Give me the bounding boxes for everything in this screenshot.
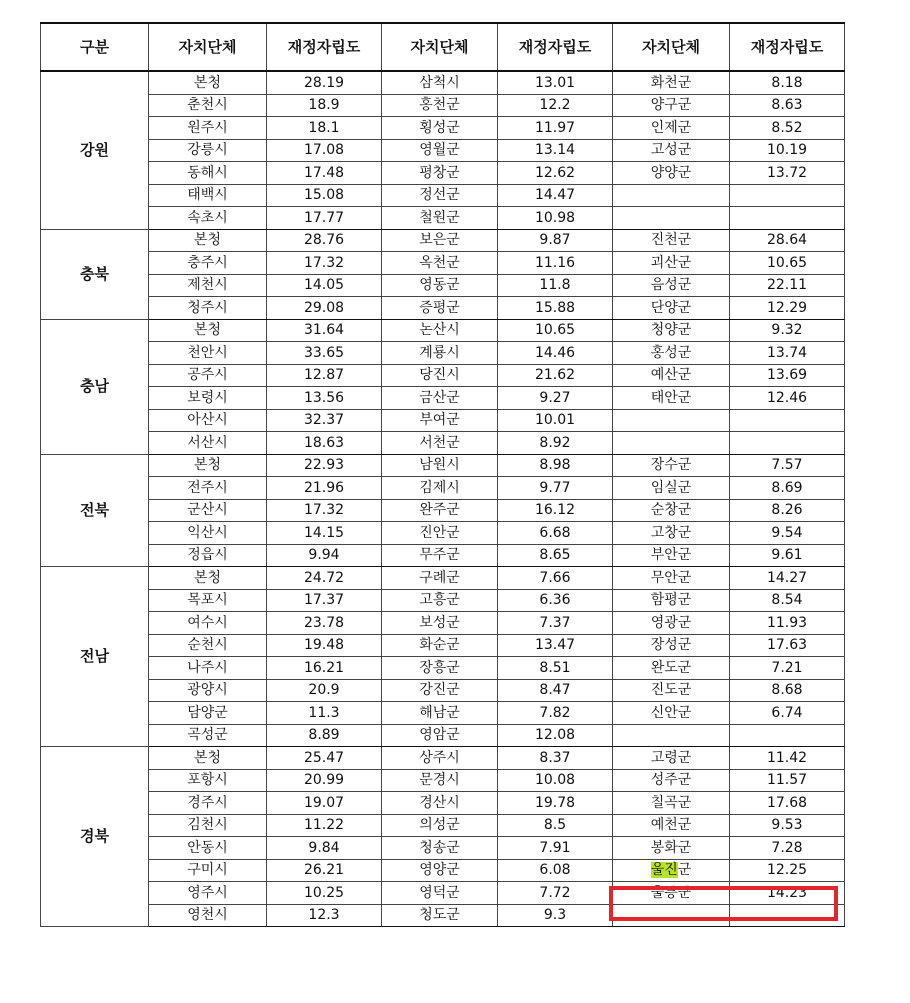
fiscal-ratio-cell: 8.68 (730, 679, 845, 702)
fiscal-ratio-cell: 8.98 (498, 454, 613, 477)
local-gov-cell: 포항시 (149, 769, 267, 792)
region-cell: 전북 (41, 454, 149, 567)
table-row (41, 657, 845, 680)
fiscal-ratio-cell: 16.21 (267, 657, 382, 680)
table-row (41, 634, 845, 657)
local-gov-cell: 보성군 (382, 612, 498, 635)
local-gov-cell (613, 724, 730, 747)
table-row (41, 522, 845, 545)
fiscal-ratio-cell: 8.52 (730, 117, 845, 140)
local-gov-cell: 단양군 (613, 297, 730, 320)
local-gov-cell: 정읍시 (149, 544, 267, 567)
table-row (41, 904, 845, 927)
fiscal-ratio-cell: 9.84 (267, 837, 382, 860)
fiscal-ratio-cell: 26.21 (267, 859, 382, 882)
local-gov-cell: 고창군 (613, 522, 730, 545)
fiscal-ratio-cell: 7.37 (498, 612, 613, 635)
region-cell: 강원 (41, 71, 149, 229)
fiscal-ratio-cell: 9.54 (730, 522, 845, 545)
fiscal-ratio-cell: 22.11 (730, 274, 845, 297)
table-row (41, 409, 845, 432)
table-row (41, 342, 845, 365)
local-gov-cell: 김제시 (382, 477, 498, 500)
local-gov-cell: 상주시 (382, 747, 498, 770)
local-gov-cell: 동해시 (149, 162, 267, 185)
local-gov-cell: 정선군 (382, 184, 498, 207)
local-gov-cell: 서산시 (149, 432, 267, 455)
table-row (41, 432, 845, 455)
fiscal-ratio-cell: 13.69 (730, 364, 845, 387)
local-gov-cell: 문경시 (382, 769, 498, 792)
fiscal-ratio-cell: 32.37 (267, 409, 382, 432)
fiscal-ratio-cell: 21.96 (267, 477, 382, 500)
local-gov-cell: 홍성군 (613, 342, 730, 365)
local-gov-cell: 태백시 (149, 184, 267, 207)
fiscal-ratio-cell: 8.37 (498, 747, 613, 770)
fiscal-ratio-cell: 10.25 (267, 882, 382, 905)
local-gov-cell (613, 432, 730, 455)
table-row (41, 364, 845, 387)
local-gov-cell: 무주군 (382, 544, 498, 567)
local-gov-cell: 영암군 (382, 724, 498, 747)
local-gov-cell: 성주군 (613, 769, 730, 792)
fiscal-ratio-cell: 14.15 (267, 522, 382, 545)
fiscal-ratio-cell: 8.47 (498, 679, 613, 702)
local-gov-cell: 함평군 (613, 589, 730, 612)
local-gov-cell: 장수군 (613, 454, 730, 477)
local-gov-cell: 무안군 (613, 567, 730, 590)
fiscal-ratio-cell: 18.1 (267, 117, 382, 140)
region-cell: 전남 (41, 567, 149, 747)
fiscal-ratio-cell: 7.72 (498, 882, 613, 905)
fiscal-ratio-cell: 8.26 (730, 499, 845, 522)
fiscal-ratio-cell: 14.23 (730, 882, 845, 905)
fiscal-ratio-cell: 14.46 (498, 342, 613, 365)
fiscal-ratio-cell: 7.66 (498, 567, 613, 590)
fiscal-ratio-cell: 10.65 (730, 252, 845, 275)
local-gov-cell: 예산군 (613, 364, 730, 387)
local-gov-cell: 영주시 (149, 882, 267, 905)
fiscal-ratio-cell: 28.64 (730, 229, 845, 252)
local-gov-cell: 금산군 (382, 387, 498, 410)
local-gov-cell (613, 409, 730, 432)
region-cell: 충북 (41, 229, 149, 319)
fiscal-ratio-cell: 11.57 (730, 769, 845, 792)
local-gov-cell: 순천시 (149, 634, 267, 657)
local-gov-cell: 제천시 (149, 274, 267, 297)
fiscal-ratio-cell: 11.97 (498, 117, 613, 140)
fiscal-ratio-cell: 8.89 (267, 724, 382, 747)
local-gov-cell: 장흥군 (382, 657, 498, 680)
table-row (41, 544, 845, 567)
table-row (41, 297, 845, 320)
fiscal-ratio-cell: 31.64 (267, 319, 382, 342)
fiscal-ratio-cell (730, 724, 845, 747)
fiscal-ratio-cell: 11.93 (730, 612, 845, 635)
local-gov-cell: 아산시 (149, 409, 267, 432)
local-gov-cell: 군산시 (149, 499, 267, 522)
fiscal-ratio-cell: 17.08 (267, 139, 382, 162)
fiscal-ratio-cell: 8.69 (730, 477, 845, 500)
table-row (41, 162, 845, 185)
local-gov-cell: 괴산군 (613, 252, 730, 275)
local-gov-cell: 평창군 (382, 162, 498, 185)
local-gov-cell: 전주시 (149, 477, 267, 500)
fiscal-ratio-cell: 10.19 (730, 139, 845, 162)
fiscal-ratio-cell: 19.48 (267, 634, 382, 657)
local-gov-cell: 본청 (149, 454, 267, 477)
fiscal-independence-table (40, 22, 845, 927)
table-row (41, 814, 845, 837)
local-gov-cell: 진도군 (613, 679, 730, 702)
table-row (41, 882, 845, 905)
local-gov-cell: 칠곡군 (613, 792, 730, 815)
fiscal-ratio-cell: 14.05 (267, 274, 382, 297)
local-gov-cell: 본청 (149, 229, 267, 252)
local-gov-cell (613, 859, 730, 882)
fiscal-ratio-cell: 20.99 (267, 769, 382, 792)
col-fiscal-ratio-header-3: 재정자립도 (730, 23, 845, 71)
table-row (41, 477, 845, 500)
fiscal-ratio-cell: 17.37 (267, 589, 382, 612)
table-row (41, 454, 845, 477)
table-row (41, 387, 845, 410)
fiscal-ratio-cell: 15.08 (267, 184, 382, 207)
fiscal-ratio-cell: 8.92 (498, 432, 613, 455)
fiscal-ratio-cell: 14.27 (730, 567, 845, 590)
table-row (41, 837, 845, 860)
local-gov-cell: 철원군 (382, 207, 498, 230)
local-gov-cell: 강진군 (382, 679, 498, 702)
local-gov-cell: 고성군 (613, 139, 730, 162)
fiscal-ratio-cell: 9.61 (730, 544, 845, 567)
fiscal-ratio-cell: 12.29 (730, 297, 845, 320)
table-row (41, 499, 845, 522)
fiscal-ratio-cell: 12.08 (498, 724, 613, 747)
fiscal-ratio-cell: 17.68 (730, 792, 845, 815)
table-row (41, 747, 845, 770)
fiscal-ratio-cell: 9.32 (730, 319, 845, 342)
local-gov-cell: 태안군 (613, 387, 730, 410)
fiscal-ratio-cell: 11.16 (498, 252, 613, 275)
fiscal-ratio-cell (730, 184, 845, 207)
local-gov-cell: 본청 (149, 567, 267, 590)
local-gov-cell: 목포시 (149, 589, 267, 612)
local-gov-cell (613, 184, 730, 207)
local-gov-cell: 김천시 (149, 814, 267, 837)
local-gov-cell: 나주시 (149, 657, 267, 680)
local-gov-cell: 봉화군 (613, 837, 730, 860)
col-fiscal-ratio-header-1: 재정자립도 (267, 23, 382, 71)
local-gov-cell: 옥천군 (382, 252, 498, 275)
fiscal-ratio-cell (730, 207, 845, 230)
fiscal-ratio-cell: 7.21 (730, 657, 845, 680)
region-cell: 경북 (41, 747, 149, 927)
local-gov-cell: 구미시 (149, 859, 267, 882)
local-gov-cell: 의성군 (382, 814, 498, 837)
local-gov-cell: 춘천시 (149, 94, 267, 117)
fiscal-ratio-cell: 8.18 (730, 71, 845, 94)
local-gov-cell: 증평군 (382, 297, 498, 320)
fiscal-ratio-cell: 17.32 (267, 252, 382, 275)
fiscal-ratio-cell: 12.62 (498, 162, 613, 185)
fiscal-ratio-cell: 12.87 (267, 364, 382, 387)
local-gov-cell: 청도군 (382, 904, 498, 927)
table-row (41, 184, 845, 207)
table-row (41, 679, 845, 702)
local-gov-cell: 경산시 (382, 792, 498, 815)
fiscal-ratio-cell: 14.47 (498, 184, 613, 207)
fiscal-ratio-cell: 9.27 (498, 387, 613, 410)
local-gov-cell: 강릉시 (149, 139, 267, 162)
table-row (41, 252, 845, 275)
table-row (41, 319, 845, 342)
local-gov-cell: 예천군 (613, 814, 730, 837)
table-row (41, 724, 845, 747)
local-gov-cell: 삼척시 (382, 71, 498, 94)
table-row (41, 859, 845, 882)
fiscal-ratio-cell: 28.76 (267, 229, 382, 252)
local-gov-cell: 양구군 (613, 94, 730, 117)
fiscal-ratio-cell: 9.94 (267, 544, 382, 567)
table-row (41, 702, 845, 725)
local-gov-cell: 영월군 (382, 139, 498, 162)
local-gov-cell: 본청 (149, 71, 267, 94)
region-cell: 충남 (41, 319, 149, 454)
fiscal-ratio-cell: 13.74 (730, 342, 845, 365)
fiscal-ratio-cell: 19.78 (498, 792, 613, 815)
local-gov-cell: 홍천군 (382, 94, 498, 117)
local-gov-cell: 논산시 (382, 319, 498, 342)
fiscal-ratio-cell: 10.01 (498, 409, 613, 432)
local-gov-cell: 완도군 (613, 657, 730, 680)
local-gov-cell: 인제군 (613, 117, 730, 140)
col-category-header: 구분 (41, 23, 149, 71)
fiscal-ratio-cell: 16.12 (498, 499, 613, 522)
local-gov-cell: 부여군 (382, 409, 498, 432)
local-gov-cell: 영천시 (149, 904, 267, 927)
local-gov-cell: 청송군 (382, 837, 498, 860)
fiscal-ratio-cell: 11.42 (730, 747, 845, 770)
fiscal-ratio-cell: 33.65 (267, 342, 382, 365)
fiscal-ratio-cell: 11.3 (267, 702, 382, 725)
local-gov-cell (613, 207, 730, 230)
fiscal-ratio-cell: 12.25 (730, 859, 845, 882)
local-gov-cell: 고령군 (613, 747, 730, 770)
fiscal-ratio-cell: 13.72 (730, 162, 845, 185)
fiscal-ratio-cell: 13.56 (267, 387, 382, 410)
table-row (41, 274, 845, 297)
table-row (41, 589, 845, 612)
local-gov-cell: 울릉군 (613, 882, 730, 905)
local-gov-cell: 화천군 (613, 71, 730, 94)
col-local-gov-header-2: 자치단체 (382, 23, 498, 71)
table-row (41, 139, 845, 162)
local-gov-cell: 보은군 (382, 229, 498, 252)
table-row (41, 612, 845, 635)
fiscal-ratio-cell: 8.5 (498, 814, 613, 837)
local-gov-cell: 여수시 (149, 612, 267, 635)
local-gov-cell: 진안군 (382, 522, 498, 545)
fiscal-ratio-cell: 19.07 (267, 792, 382, 815)
table-body (41, 71, 845, 927)
local-gov-cell: 신안군 (613, 702, 730, 725)
fiscal-ratio-cell: 8.54 (730, 589, 845, 612)
local-gov-cell: 진천군 (613, 229, 730, 252)
local-gov-cell: 구례군 (382, 567, 498, 590)
fiscal-ratio-cell: 9.53 (730, 814, 845, 837)
table-row (41, 94, 845, 117)
local-gov-cell: 임실군 (613, 477, 730, 500)
fiscal-ratio-cell: 7.91 (498, 837, 613, 860)
table-row (41, 769, 845, 792)
local-gov-cell: 음성군 (613, 274, 730, 297)
fiscal-ratio-cell: 17.63 (730, 634, 845, 657)
local-gov-cell (613, 904, 730, 927)
local-gov-cell: 부안군 (613, 544, 730, 567)
fiscal-ratio-cell: 6.36 (498, 589, 613, 612)
local-gov-cell: 본청 (149, 747, 267, 770)
fiscal-ratio-cell: 6.08 (498, 859, 613, 882)
fiscal-ratio-cell: 7.28 (730, 837, 845, 860)
fiscal-ratio-cell: 13.14 (498, 139, 613, 162)
fiscal-ratio-cell: 29.08 (267, 297, 382, 320)
local-gov-cell: 영광군 (613, 612, 730, 635)
local-gov-cell: 경주시 (149, 792, 267, 815)
local-gov-cell: 익산시 (149, 522, 267, 545)
fiscal-ratio-cell: 13.47 (498, 634, 613, 657)
highlighted-name-part: 울진 (650, 862, 678, 879)
local-gov-cell: 계룡시 (382, 342, 498, 365)
local-gov-cell: 장성군 (613, 634, 730, 657)
table-row (41, 117, 845, 140)
fiscal-ratio-cell: 8.63 (730, 94, 845, 117)
local-gov-cell: 충주시 (149, 252, 267, 275)
local-gov-cell: 완주군 (382, 499, 498, 522)
local-gov-cell: 서천군 (382, 432, 498, 455)
table-row (41, 207, 845, 230)
fiscal-ratio-cell: 6.74 (730, 702, 845, 725)
local-gov-cell: 영동군 (382, 274, 498, 297)
local-gov-cell: 광양시 (149, 679, 267, 702)
header-row (41, 23, 845, 71)
fiscal-ratio-cell: 23.78 (267, 612, 382, 635)
local-gov-cell: 보령시 (149, 387, 267, 410)
fiscal-ratio-cell: 18.63 (267, 432, 382, 455)
fiscal-ratio-cell: 12.46 (730, 387, 845, 410)
fiscal-ratio-cell: 12.3 (267, 904, 382, 927)
fiscal-ratio-cell: 22.93 (267, 454, 382, 477)
fiscal-ratio-cell: 10.65 (498, 319, 613, 342)
fiscal-ratio-cell: 18.9 (267, 94, 382, 117)
fiscal-ratio-cell: 9.3 (498, 904, 613, 927)
fiscal-ratio-cell: 21.62 (498, 364, 613, 387)
local-gov-cell: 안동시 (149, 837, 267, 860)
fiscal-ratio-cell: 7.82 (498, 702, 613, 725)
local-gov-cell: 속초시 (149, 207, 267, 230)
local-gov-cell: 횡성군 (382, 117, 498, 140)
fiscal-ratio-cell: 15.88 (498, 297, 613, 320)
local-gov-cell: 공주시 (149, 364, 267, 387)
local-gov-cell: 양양군 (613, 162, 730, 185)
local-gov-cell: 천안시 (149, 342, 267, 365)
fiscal-ratio-cell: 11.22 (267, 814, 382, 837)
col-local-gov-header-3: 자치단체 (613, 23, 730, 71)
local-gov-cell: 순창군 (613, 499, 730, 522)
table-row (41, 71, 845, 94)
fiscal-ratio-cell: 11.8 (498, 274, 613, 297)
local-gov-cell: 담양군 (149, 702, 267, 725)
local-gov-cell: 해남군 (382, 702, 498, 725)
fiscal-ratio-cell (730, 904, 845, 927)
col-fiscal-ratio-header-2: 재정자립도 (498, 23, 613, 71)
fiscal-ratio-cell: 10.08 (498, 769, 613, 792)
fiscal-ratio-cell: 17.48 (267, 162, 382, 185)
fiscal-ratio-cell: 8.51 (498, 657, 613, 680)
fiscal-ratio-cell: 28.19 (267, 71, 382, 94)
table-row (41, 792, 845, 815)
fiscal-ratio-cell: 17.32 (267, 499, 382, 522)
fiscal-ratio-cell: 13.01 (498, 71, 613, 94)
table-row (41, 567, 845, 590)
local-gov-cell: 청주시 (149, 297, 267, 320)
fiscal-ratio-cell (730, 409, 845, 432)
local-gov-cell: 청양군 (613, 319, 730, 342)
fiscal-ratio-cell: 9.87 (498, 229, 613, 252)
fiscal-ratio-cell: 20.9 (267, 679, 382, 702)
col-local-gov-header-1: 자치단체 (149, 23, 267, 71)
local-gov-cell: 남원시 (382, 454, 498, 477)
fiscal-ratio-cell: 8.65 (498, 544, 613, 567)
fiscal-ratio-cell: 9.77 (498, 477, 613, 500)
fiscal-ratio-cell: 25.47 (267, 747, 382, 770)
fiscal-ratio-cell: 24.72 (267, 567, 382, 590)
fiscal-ratio-cell: 12.2 (498, 94, 613, 117)
fiscal-ratio-cell (730, 432, 845, 455)
fiscal-ratio-cell: 6.68 (498, 522, 613, 545)
local-gov-cell: 곡성군 (149, 724, 267, 747)
fiscal-ratio-cell: 17.77 (267, 207, 382, 230)
name-suffix: 군 (677, 862, 692, 879)
table-row (41, 229, 845, 252)
fiscal-ratio-cell: 7.57 (730, 454, 845, 477)
fiscal-ratio-cell: 10.98 (498, 207, 613, 230)
local-gov-cell: 원주시 (149, 117, 267, 140)
local-gov-cell: 본청 (149, 319, 267, 342)
local-gov-cell: 화순군 (382, 634, 498, 657)
local-gov-cell: 고흥군 (382, 589, 498, 612)
local-gov-cell: 영양군 (382, 859, 498, 882)
local-gov-cell: 당진시 (382, 364, 498, 387)
local-gov-cell: 영덕군 (382, 882, 498, 905)
